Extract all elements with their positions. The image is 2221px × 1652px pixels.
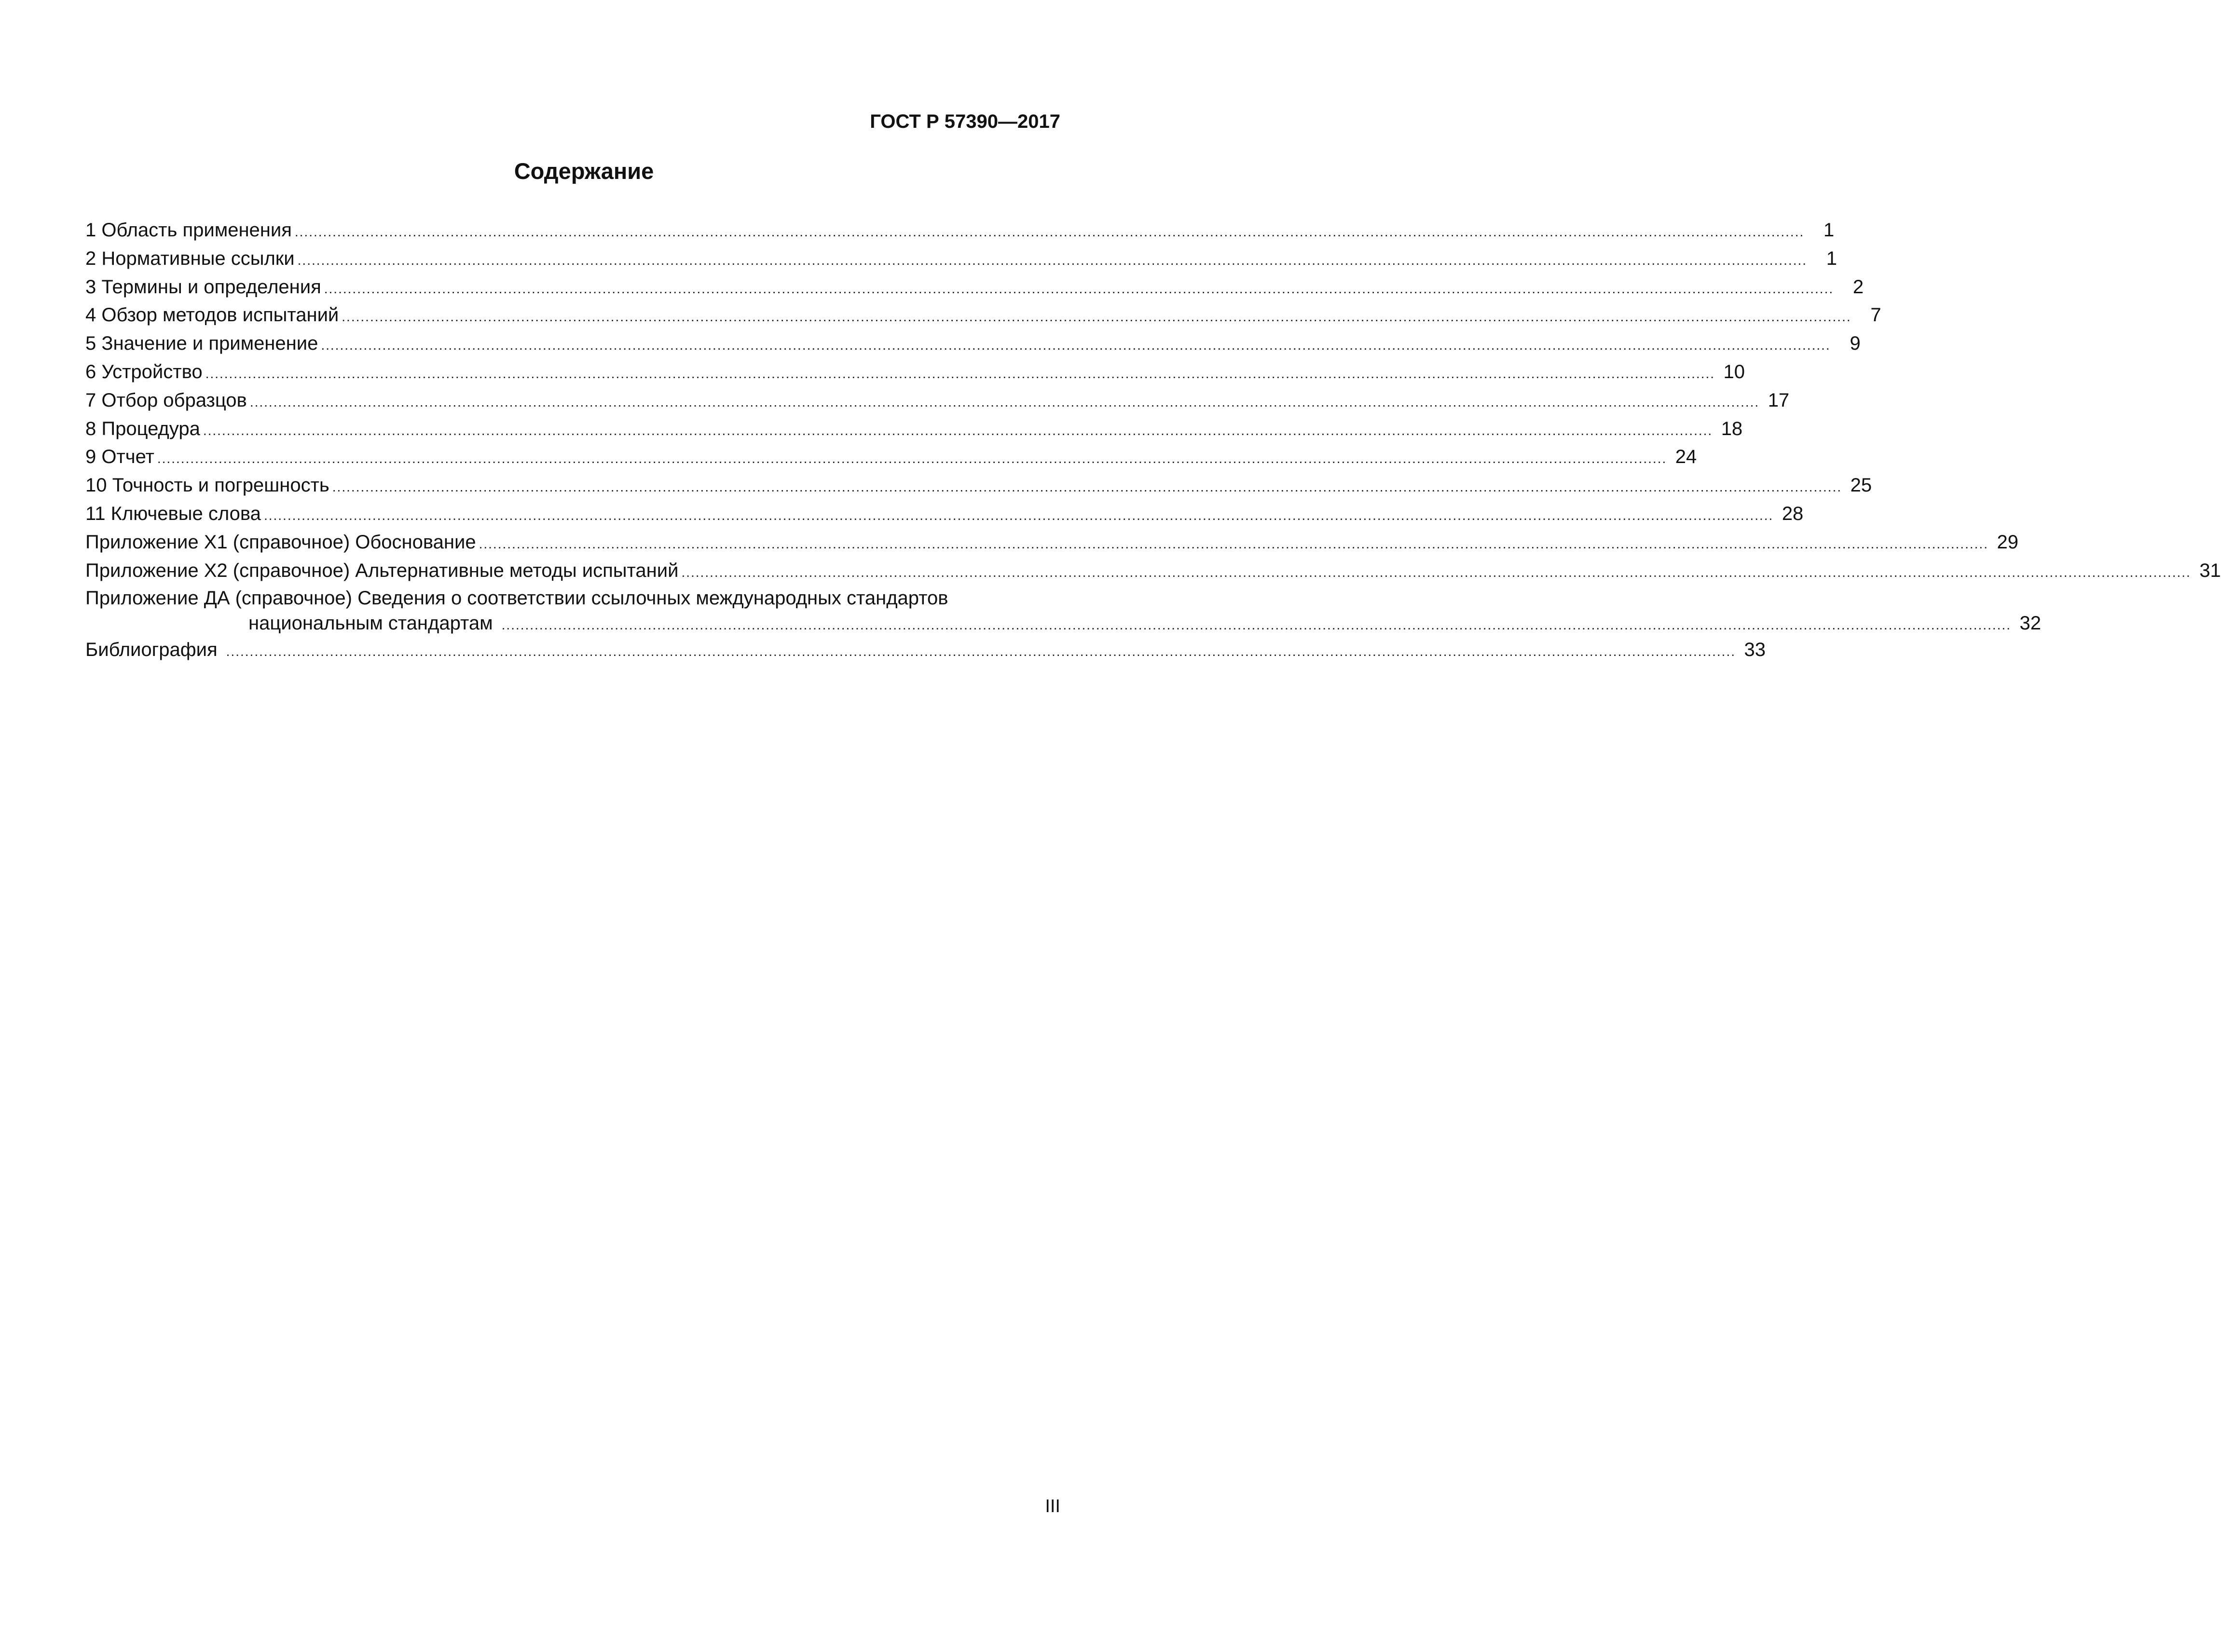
toc-leader: ................................................................................................................................................................................................................................................................................................................................ [297,252,1808,268]
toc-leader: ................................................................................................................................................................................................................................................................................................................................ [501,617,2011,633]
toc-entry[interactable] [85,471,1872,500]
toc-entry-label: Библиография [85,639,218,661]
document-code: ГОСТ Р 57390—2017 [870,111,1060,132]
toc-leader: ................................................................................................................................................................................................................................................................................................................................ [332,479,1842,495]
toc-entry[interactable] [85,443,1697,471]
toc-entry-label: Приложение X1 (справочное) Обоснование [85,531,476,553]
table-of-contents [85,216,2221,664]
toc-entry-page: 32 [2019,613,2041,634]
toc-entry-label: 1 Область применения [85,219,292,241]
toc-entry[interactable] [85,528,2018,557]
toc-entry[interactable] [85,216,1835,245]
toc-entry-page: 31 [2199,560,2221,581]
toc-leader: ................................................................................................................................................................................................................................................................................................................................ [203,423,1713,438]
toc-leader: ................................................................................................................................................................................................................................................................................................................................ [157,451,1667,466]
toc-entry[interactable] [85,273,1864,301]
toc-entry-bibliography[interactable] [85,636,1766,664]
toc-leader: ................................................................................................................................................................................................................................................................................................................................ [324,281,1834,296]
toc-entry[interactable] [85,500,1804,528]
toc-entry-page: 1 [1826,247,1837,269]
toc-leader: ................................................................................................................................................................................................................................................................................................................................ [205,366,1715,381]
toc-entry-page: 17 [1768,389,1790,411]
toc-entry[interactable] [85,358,1745,386]
toc-leader: ................................................................................................................................................................................................................................................................................................................................ [294,224,1805,239]
toc-entry-label: 4 Обзор методов испытаний [85,304,339,326]
toc-leader: ................................................................................................................................................................................................................................................................................................................................ [249,394,1760,410]
page-number: III [1045,1496,1060,1516]
toc-leader: ................................................................................................................................................................................................................................................................................................................................ [342,309,1851,325]
toc-entry-page: 25 [1850,475,1872,496]
toc-entry-label-line2: национальным стандартам [248,613,493,634]
toc-entry-label: 2 Нормативные ссылки [85,247,295,269]
toc-entry-label-line1: Приложение ДА (справочное) Сведения о соответствии ссылочных международных стандартов [85,587,948,609]
toc-entry[interactable] [85,557,2221,585]
toc-entry-label: 11 Ключевые слова [85,503,261,524]
toc-entry-page: 33 [1744,639,1766,661]
toc-entry[interactable] [85,301,1881,329]
toc-leader: ................................................................................................................................................................................................................................................................................................................................ [479,536,1988,551]
toc-entry-page: 1 [1823,219,1835,241]
toc-title: Содержание [514,158,654,184]
toc-entry-label: 8 Процедура [85,418,200,439]
toc-entry-label: 5 Значение и применение [85,333,318,355]
toc-entry[interactable] [85,415,1743,443]
toc-entry-page: 2 [1852,276,1864,298]
toc-entry-page: 24 [1675,446,1697,468]
toc-entry-appendix-da[interactable] [85,586,2041,636]
toc-entry[interactable] [85,245,1837,273]
toc-entry[interactable] [85,386,1790,415]
toc-entry-page: 29 [1997,531,2018,553]
toc-leader: ................................................................................................................................................................................................................................................................................................................................ [321,338,1831,353]
toc-entry-label: 9 Отчет [85,446,154,468]
toc-entry-label: 10 Точность и погрешность [85,475,329,496]
toc-entry-page: 10 [1723,361,1745,382]
toc-leader: ................................................................................................................................................................................................................................................................................................................................ [226,644,1736,659]
toc-entry-label: 6 Устройство [85,361,203,382]
toc-entry-page: 7 [1870,304,1881,326]
toc-leader: ................................................................................................................................................................................................................................................................................................................................ [263,507,1774,523]
toc-entry-label: 3 Термины и определения [85,276,321,298]
toc-entry[interactable] [85,329,1861,358]
toc-entry-label: Приложение X2 (справочное) Альтернативные методы испытаний [85,560,679,581]
toc-entry-page: 28 [1782,503,1804,524]
toc-entry-label: 7 Отбор образцов [85,389,247,411]
toc-entry-page: 9 [1850,333,1861,355]
toc-entry-page: 18 [1721,418,1743,439]
toc-leader: ................................................................................................................................................................................................................................................................................................................................ [681,564,2191,580]
